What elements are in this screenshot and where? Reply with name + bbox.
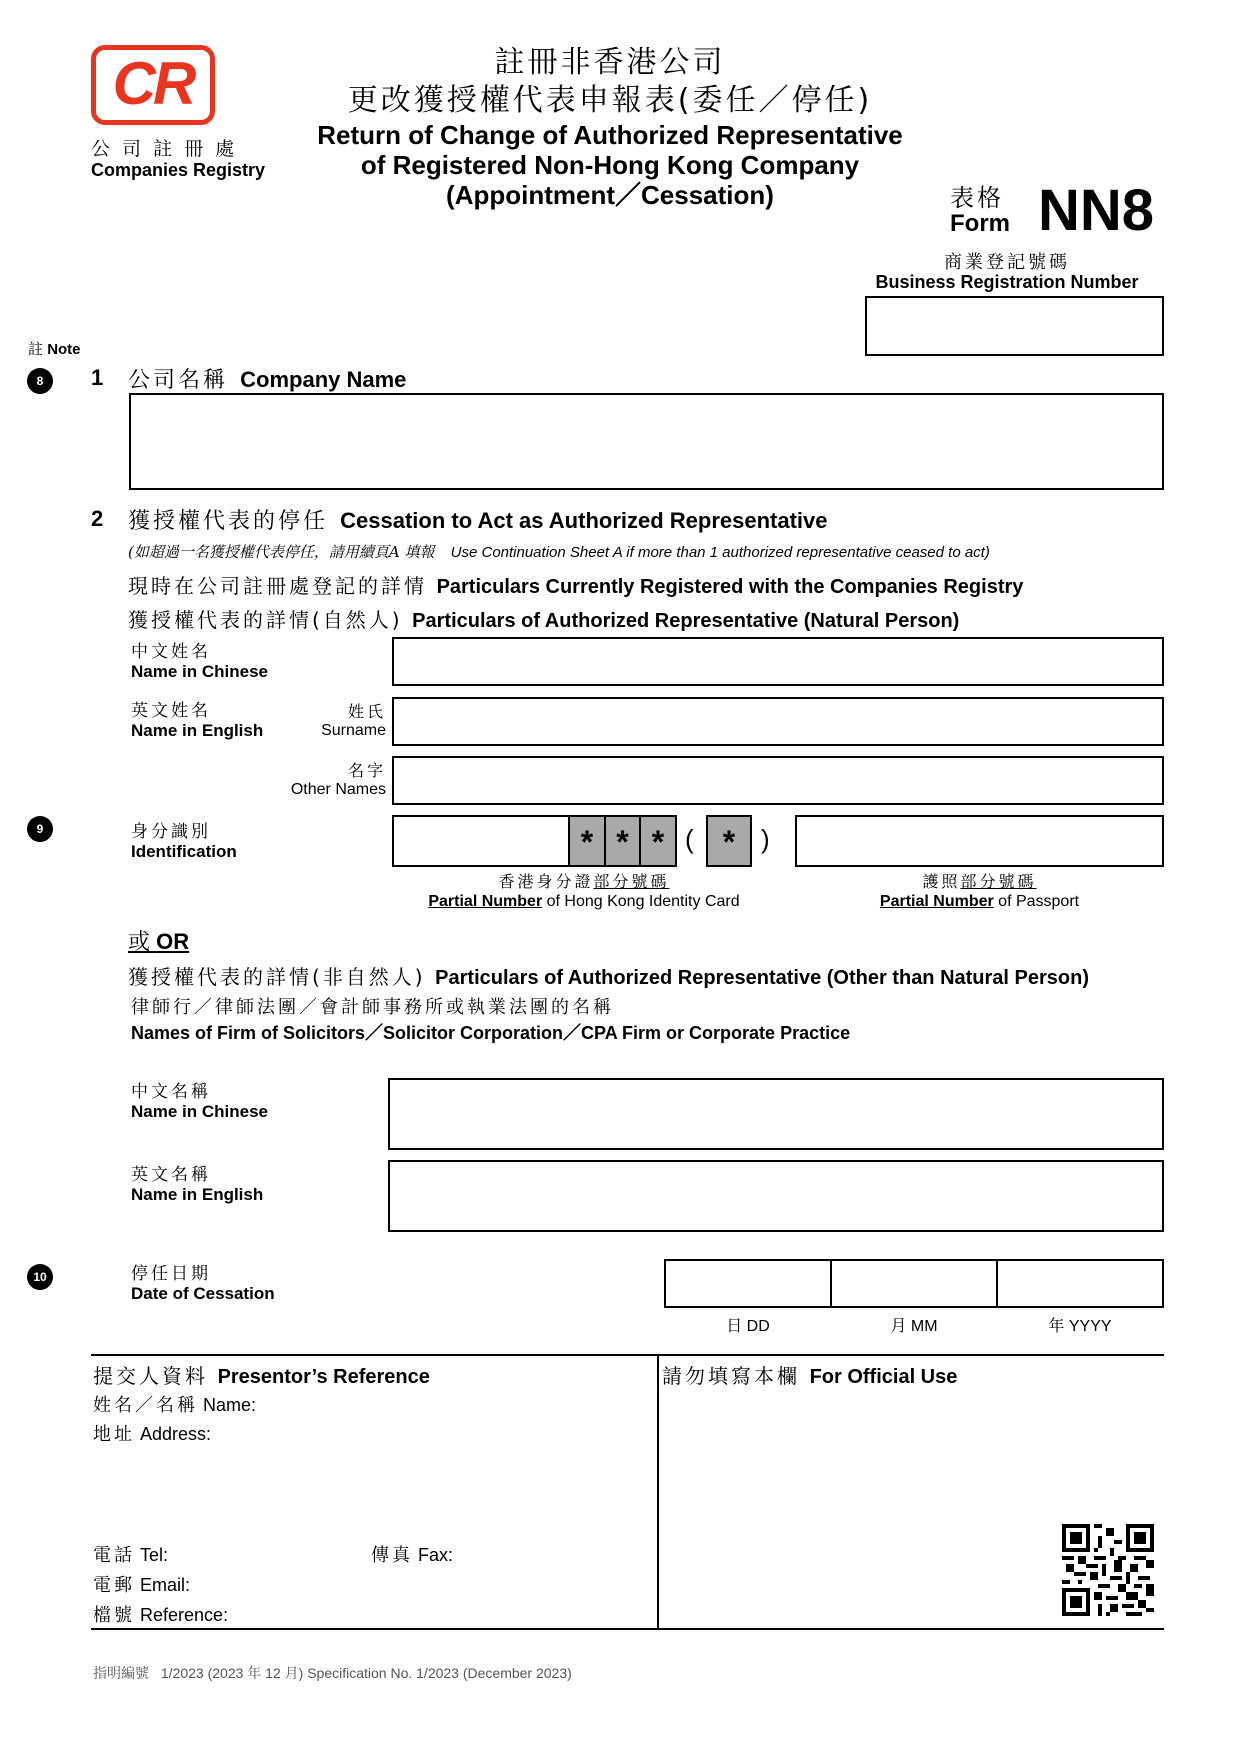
form-code: NN8	[1038, 178, 1155, 243]
presentor-name-value[interactable]	[270, 1390, 650, 1414]
name-english-label	[131, 701, 263, 741]
firm-name-english-en: Name in English	[131, 1185, 264, 1204]
surname-label	[300, 702, 386, 740]
section1-title	[128, 363, 406, 394]
title-en-line1: Return of Change of Authorized Representative	[317, 120, 903, 150]
section1-number: 1	[91, 365, 104, 390]
brn-label-en: Business Registration Number	[875, 272, 1139, 292]
particulars-registered-en: Particulars Currently Registered with the Companies Registry	[436, 576, 1024, 598]
presentor-address-zh: 地址	[93, 1424, 135, 1445]
presentor-address-en: Address:	[140, 1424, 212, 1444]
bottom-panel-divider	[657, 1354, 659, 1630]
surname-input[interactable]	[392, 697, 1164, 746]
hkid-caption-en-rest: of Hong Kong Identity Card	[542, 893, 740, 910]
note-header	[28, 338, 81, 359]
cessation-date-label	[131, 1264, 275, 1304]
logo-text: CR	[112, 50, 194, 117]
presentor-name-label	[93, 1391, 256, 1417]
cessation-date-zh: 停任日期	[131, 1264, 211, 1284]
hkid-caption-zh-1: 香港身分證	[498, 872, 594, 891]
identification-en: Identification	[131, 842, 237, 861]
particulars-registered-zh: 現時在公司註冊處登記的詳情	[128, 574, 427, 598]
firm-name-english-input[interactable]	[388, 1160, 1164, 1232]
firm-names-en: Names of Firm of Solicitors／Solicitor Corporation／CPA Firm or Corporate Practice	[131, 1023, 851, 1043]
presentor-email-en: Email:	[140, 1575, 191, 1595]
presentor-heading	[93, 1360, 430, 1389]
other-heading-zh: 獲授權代表的詳情(非自然人)	[128, 965, 426, 989]
surname-zh: 姓氏	[347, 702, 386, 721]
official-use-heading	[662, 1360, 957, 1389]
hkid-caption-en	[392, 892, 776, 911]
note-9-badge: 9	[27, 816, 53, 842]
passport-caption-zh-1: 護照	[922, 872, 961, 891]
firm-name-chinese-zh: 中文名稱	[131, 1082, 211, 1102]
or-zh: 或	[128, 929, 151, 954]
cessation-day-caption: 日 DD	[726, 1318, 770, 1335]
instruction-zh: (如超過一名獲授權代表停任，請用續頁A 填報	[128, 543, 435, 561]
identification-label	[131, 822, 237, 862]
passport-caption-en	[795, 892, 1164, 911]
hkid-caption	[392, 872, 776, 911]
title-zh-line2: 更改獲授權代表申報表(委任／停任)	[347, 83, 873, 118]
or-separator	[128, 925, 189, 956]
firm-name-chinese-label	[131, 1082, 268, 1122]
section2-title-en: Cessation to Act as Authorized Representative	[340, 508, 828, 533]
presentor-name-zh: 姓名／名稱	[93, 1395, 198, 1416]
firm-name-english-zh: 英文名稱	[131, 1165, 211, 1185]
cessation-date-en: Date of Cessation	[131, 1284, 275, 1303]
cr-logo	[91, 45, 215, 125]
natural-person-heading	[128, 604, 959, 633]
firm-names-zh: 律師行／律師法團／會計師事務所或執業法團的名稱	[131, 997, 614, 1018]
note-10-badge: 10	[27, 1264, 53, 1290]
passport-caption-zh-2: 部分號碼	[960, 872, 1037, 891]
other-than-natural-heading	[128, 961, 1089, 990]
presentor-email-label	[93, 1571, 190, 1597]
specification-footer-zh: 指明編號	[93, 1666, 149, 1682]
registry-name-en: Companies Registry	[91, 160, 266, 180]
presentor-fax-label	[371, 1541, 453, 1567]
presentor-reference-zh: 檔號	[93, 1605, 135, 1626]
hkid-partial-input[interactable]	[392, 815, 570, 867]
presentor-reference-en: Reference:	[140, 1605, 229, 1625]
hkid-mask-cell-1: *	[568, 815, 606, 867]
form-label-en: Form	[950, 210, 1010, 237]
bottom-panel-top-rule	[91, 1354, 1164, 1356]
presentor-name-en: Name:	[203, 1395, 257, 1415]
presentor-address-label	[93, 1420, 211, 1446]
presentor-heading-zh: 提交人資料	[93, 1364, 208, 1388]
name-chinese-input[interactable]	[392, 637, 1164, 686]
registry-name-zh: 公 司 註 冊 處	[91, 138, 238, 160]
hkid-mask-cell-2: *	[604, 815, 641, 867]
name-chinese-zh: 中文姓名	[131, 642, 211, 662]
presentor-fax-zh: 傳真	[371, 1545, 413, 1566]
hkid-caption-en-u: Partial Number	[428, 893, 543, 910]
brn-input[interactable]	[865, 296, 1164, 356]
title-en-line2: of Registered Non-Hong Kong Company	[360, 150, 860, 180]
name-english-zh: 英文姓名	[131, 701, 211, 721]
other-names-label	[270, 761, 386, 799]
official-use-zh: 請勿填寫本欄	[662, 1364, 800, 1388]
specification-footer-text: 1/2023 (2023 年 12 月) Specification No. 1/2023 (December 2023)	[160, 1665, 572, 1681]
particulars-registered-heading	[128, 570, 1023, 599]
other-names-en: Other Names	[290, 781, 386, 798]
natural-person-zh: 獲授權代表的詳情(自然人)	[128, 608, 403, 632]
hkid-paren-close: )	[761, 824, 770, 854]
name-chinese-label	[131, 642, 268, 682]
passport-caption-zh	[795, 872, 1164, 892]
identification-zh: 身分識別	[131, 822, 211, 842]
official-use-en: For Official Use	[809, 1366, 958, 1388]
section2-number: 2	[91, 506, 104, 531]
or-en: OR	[156, 929, 190, 954]
cessation-day-input[interactable]	[664, 1259, 832, 1308]
note-8-badge: 8	[27, 368, 53, 394]
cessation-month-caption: 月 MM	[890, 1318, 938, 1335]
section1-title-zh: 公司名稱	[128, 368, 229, 393]
cessation-year-caption: 年 YYYY	[1048, 1318, 1112, 1335]
passport-caption-en-rest: of Passport	[993, 893, 1080, 910]
hkid-mask-cell-3: *	[639, 815, 677, 867]
note-header-zh: 註	[28, 341, 44, 358]
title-en-line3: (Appointment／Cessation)	[446, 180, 774, 210]
firm-name-chinese-en: Name in Chinese	[131, 1102, 268, 1121]
surname-en: Surname	[321, 722, 386, 739]
presentor-fax-en: Fax:	[418, 1545, 454, 1565]
note-header-en: Note	[47, 341, 81, 358]
form-title	[300, 44, 920, 210]
passport-partial-input[interactable]	[795, 815, 1164, 867]
cessation-year-input[interactable]	[996, 1259, 1164, 1308]
passport-caption	[795, 872, 1164, 911]
title-zh-line1: 註冊非香港公司	[494, 45, 726, 80]
name-english-en: Name in English	[131, 721, 264, 740]
other-names-input[interactable]	[392, 756, 1164, 805]
other-names-zh: 名字	[347, 761, 386, 780]
bottom-panel-bottom-rule	[91, 1628, 1164, 1630]
presentor-tel-en: Tel:	[140, 1545, 169, 1565]
company-name-input[interactable]	[129, 393, 1164, 490]
name-chinese-en: Name in Chinese	[131, 662, 268, 681]
hkid-paren-open: (	[685, 824, 694, 854]
presentor-email-zh: 電郵	[93, 1575, 135, 1596]
cessation-month-input[interactable]	[830, 1259, 998, 1308]
presentor-tel-label	[93, 1541, 168, 1567]
presentor-heading-en: Presentor’s Reference	[217, 1366, 430, 1388]
section1-title-en: Company Name	[240, 367, 407, 392]
hkid-caption-zh	[392, 872, 776, 892]
passport-caption-en-u: Partial Number	[879, 893, 994, 910]
natural-person-en: Particulars of Authorized Representative (Natural Person)	[412, 610, 960, 632]
other-heading-en: Particulars of Authorized Representative (Other than Natural Person)	[435, 967, 1090, 989]
presentor-address-value[interactable]	[225, 1419, 650, 1529]
hkid-check-digit-mask: *	[706, 815, 752, 867]
section2-title	[128, 504, 828, 535]
qr-code-icon	[1062, 1524, 1154, 1616]
section2-title-zh: 獲授權代表的停任	[128, 509, 329, 534]
form-label-zh: 表格	[950, 184, 1004, 212]
hkid-caption-zh-2: 部分號碼	[593, 872, 670, 891]
firm-name-chinese-input[interactable]	[388, 1078, 1164, 1150]
firm-name-english-label	[131, 1165, 263, 1205]
presentor-tel-zh: 電話	[93, 1545, 135, 1566]
specification-footer	[93, 1663, 572, 1683]
section2-instruction	[128, 541, 990, 562]
brn-label-zh: 商業登記號碼	[944, 252, 1070, 273]
presentor-reference-label	[93, 1601, 228, 1627]
instruction-en: Use Continuation Sheet A if more than 1 authorized representative ceased to act)	[450, 544, 990, 561]
